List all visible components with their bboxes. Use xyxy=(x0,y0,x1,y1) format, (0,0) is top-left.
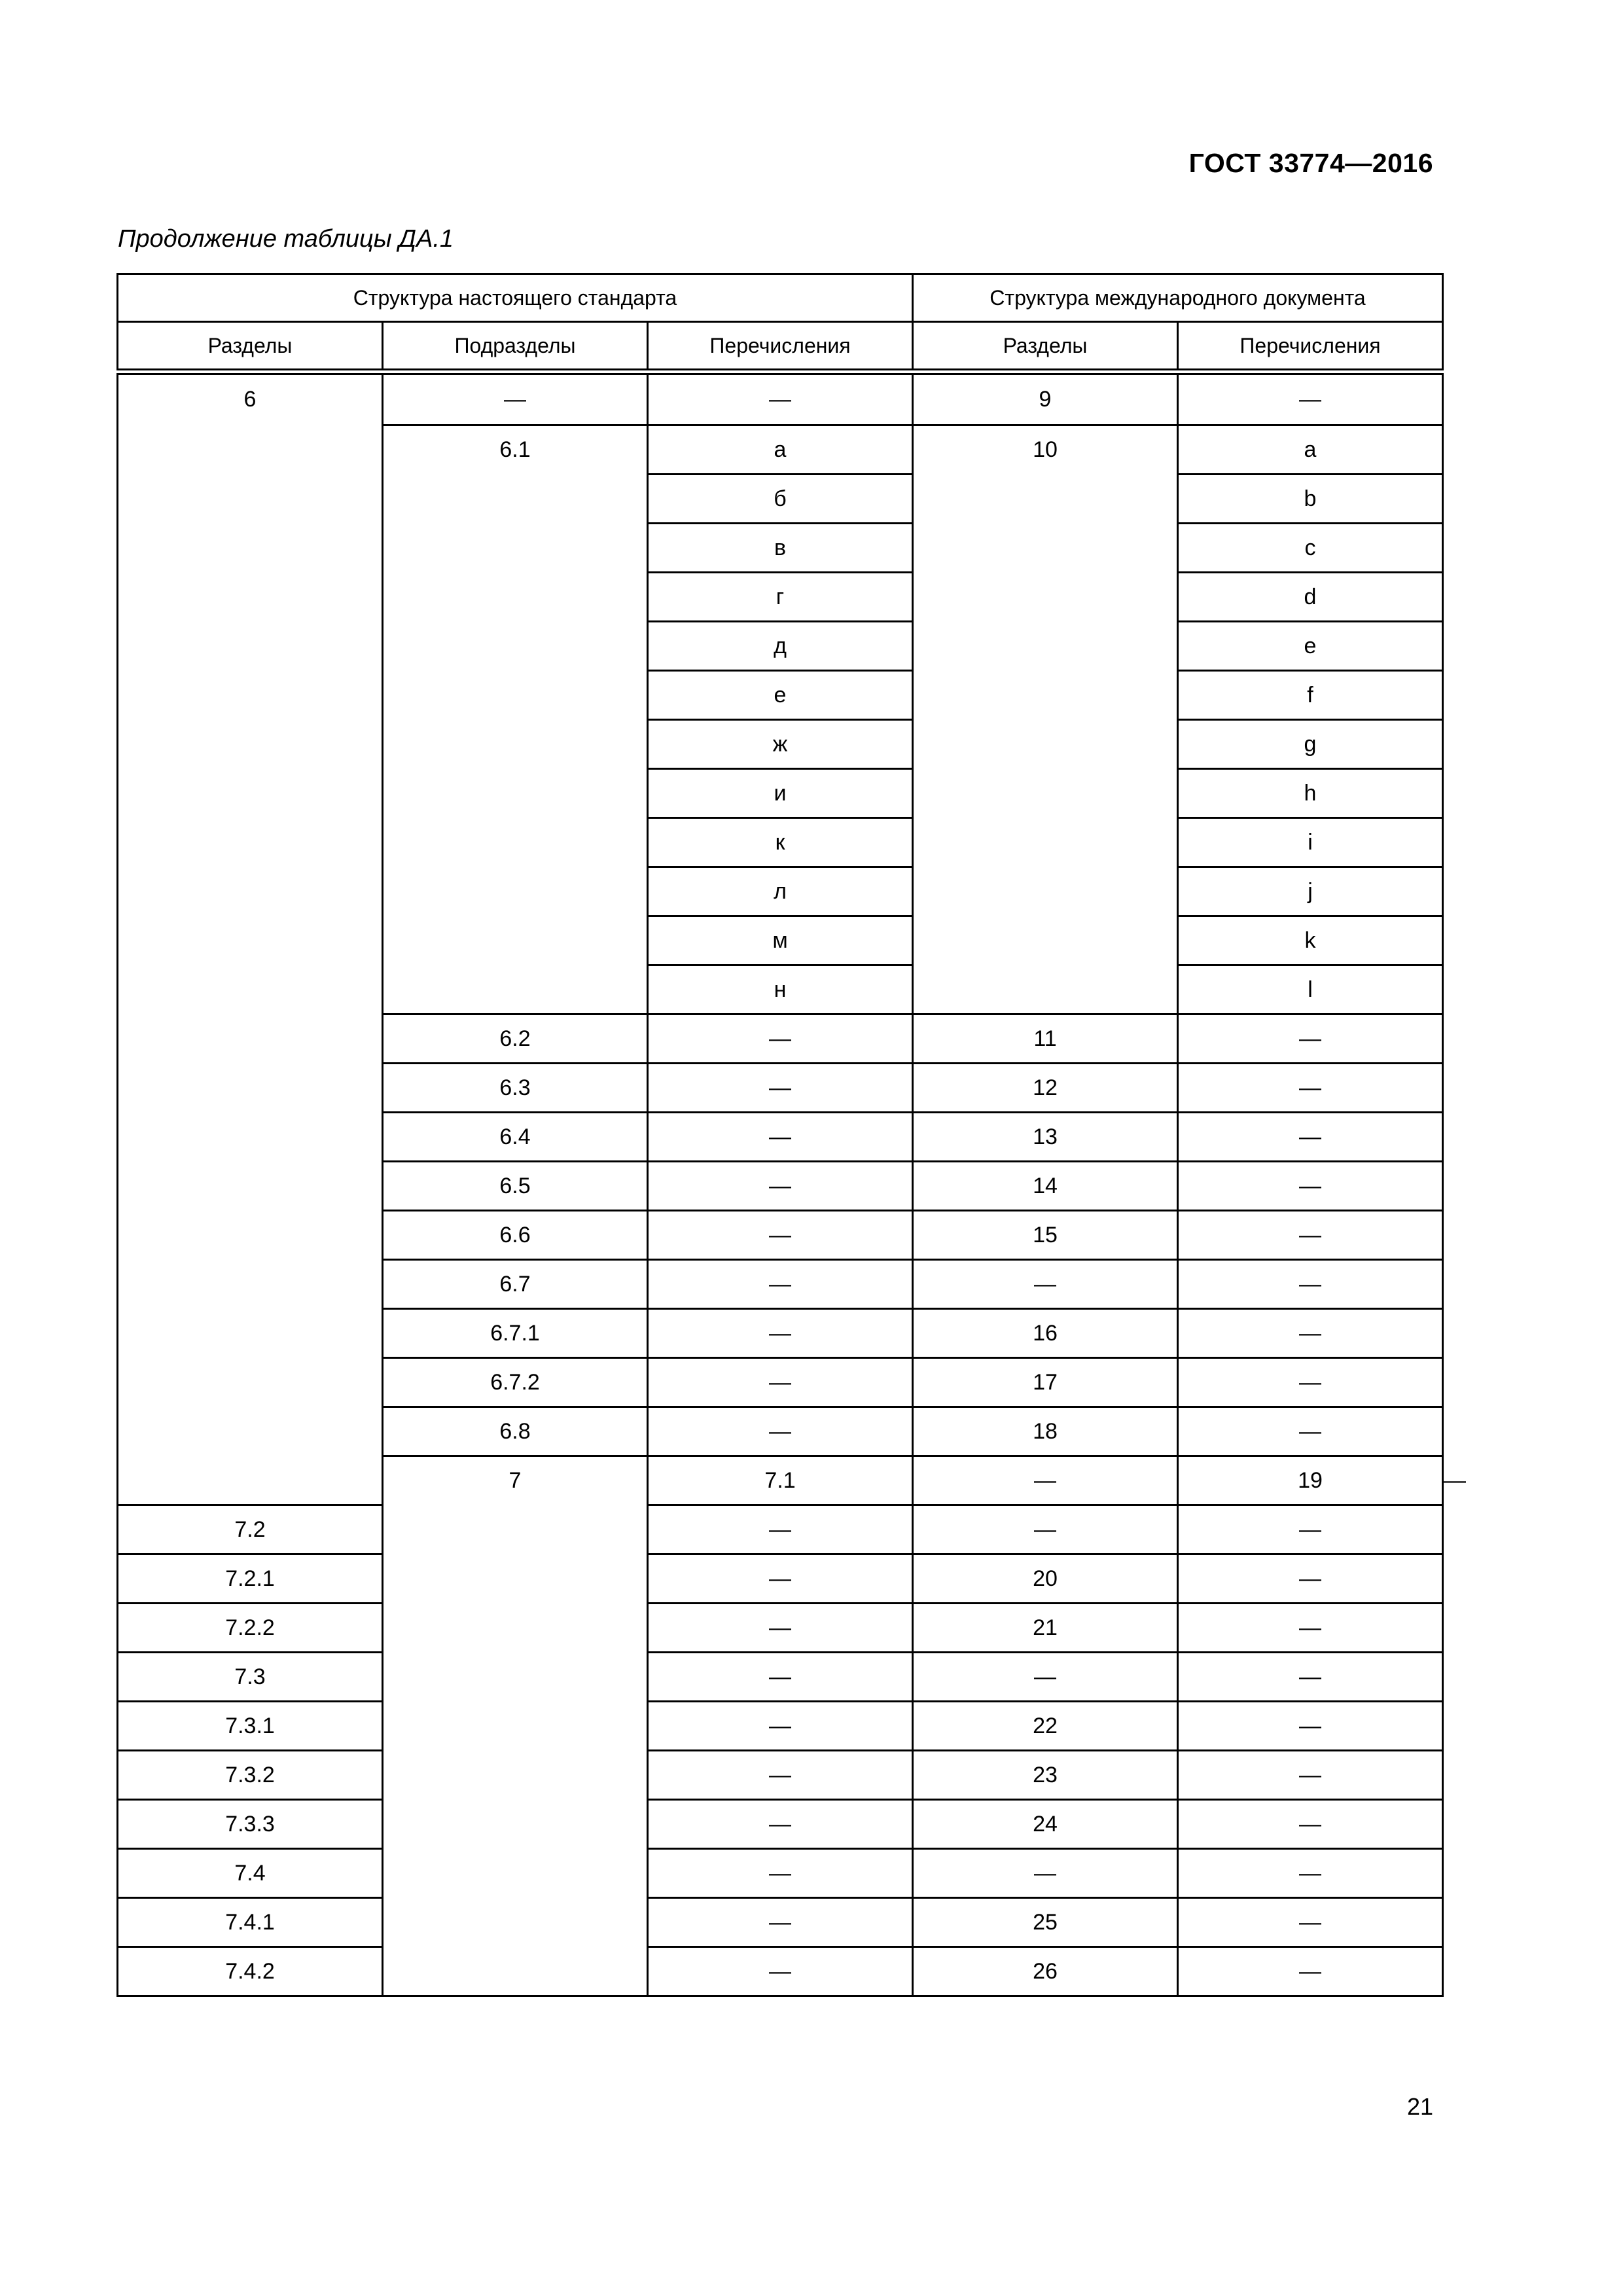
subsection-cell: 7.3.1 xyxy=(118,1702,383,1751)
intl-enum-cell: d xyxy=(1178,573,1443,622)
intl-enum-cell: — xyxy=(1178,1211,1443,1260)
enum-cell: — xyxy=(648,1162,913,1211)
table-row xyxy=(118,1554,1443,1604)
enum-cell: л xyxy=(648,867,913,916)
intl-section-cell: 16 xyxy=(913,1309,1178,1358)
group-header-row xyxy=(118,274,1443,322)
table-row xyxy=(118,1505,1443,1554)
intl-enum-cell: g xyxy=(1178,720,1443,769)
intl-enum-cell: c xyxy=(1178,524,1443,573)
subsection-cell: 6.8 xyxy=(383,1407,648,1456)
intl-section-cell: — xyxy=(913,1653,1178,1702)
table-row xyxy=(118,1947,1443,1996)
enum-cell: — xyxy=(648,1309,913,1358)
subsection-cell: 7.4.2 xyxy=(118,1947,383,1996)
subsection-cell: 7.2.1 xyxy=(118,1554,383,1604)
intl-enum-cell: e xyxy=(1178,622,1443,671)
intl-section-cell: 18 xyxy=(913,1407,1178,1456)
intl-enum-cell: — xyxy=(1178,1604,1443,1653)
column-header: Подразделы xyxy=(383,322,648,372)
subsection-cell: — xyxy=(383,372,648,425)
table-caption: Продолжение таблицы ДА.1 xyxy=(118,225,454,253)
intl-enum-cell: — xyxy=(1178,1064,1443,1113)
intl-enum-cell: — xyxy=(1178,1849,1443,1898)
enum-cell: — xyxy=(648,1653,913,1702)
subsection-cell: 6.6 xyxy=(383,1211,648,1260)
enum-cell: а xyxy=(648,425,913,475)
intl-enum-cell: — xyxy=(1178,1751,1443,1800)
table-row xyxy=(118,1898,1443,1947)
enum-cell: — xyxy=(648,1064,913,1113)
enum-cell: — xyxy=(648,1947,913,1996)
intl-section-cell: 10 xyxy=(913,425,1178,1014)
intl-section-cell: 9 xyxy=(913,372,1178,425)
subsection-cell: 7.2 xyxy=(118,1505,383,1554)
table-row xyxy=(118,1702,1443,1751)
intl-section-cell: 24 xyxy=(913,1800,1178,1849)
enum-cell: — xyxy=(648,1554,913,1604)
enum-cell: — xyxy=(648,1358,913,1407)
enum-cell: ж xyxy=(648,720,913,769)
intl-enum-cell: — xyxy=(1178,1800,1443,1849)
intl-section-cell: — xyxy=(913,1849,1178,1898)
enum-cell: — xyxy=(648,372,913,425)
enum-cell: в xyxy=(648,524,913,573)
enum-cell: м xyxy=(648,916,913,965)
intl-section-cell: 26 xyxy=(913,1947,1178,1996)
enum-cell: — xyxy=(648,1505,913,1554)
subsection-cell: 7.3.3 xyxy=(118,1800,383,1849)
subsection-cell: 6.1 xyxy=(383,425,648,1014)
enum-cell: — xyxy=(648,1849,913,1898)
table-row xyxy=(118,372,1443,425)
page-number: 21 xyxy=(1406,2093,1433,2120)
intl-section-cell: 20 xyxy=(913,1554,1178,1604)
enum-cell: б xyxy=(648,475,913,524)
structure-comparison-table xyxy=(116,273,1466,1997)
intl-section-cell: 21 xyxy=(913,1604,1178,1653)
column-header: Перечисления xyxy=(648,322,913,372)
subsection-cell: 7.4 xyxy=(118,1849,383,1898)
intl-section-cell: 11 xyxy=(913,1014,1178,1064)
intl-enum-cell: — xyxy=(1178,1358,1443,1407)
subsection-cell: 6.7.1 xyxy=(383,1309,648,1358)
intl-enum-cell: — xyxy=(1178,1947,1443,1996)
intl-enum-cell: l xyxy=(1178,965,1443,1014)
enum-cell: — xyxy=(648,1407,913,1456)
enum-cell: г xyxy=(648,573,913,622)
intl-enum-cell: — xyxy=(1178,1702,1443,1751)
intl-enum-cell: — xyxy=(1178,1505,1443,1554)
intl-section-cell: 25 xyxy=(913,1898,1178,1947)
subsection-cell: 7.1 xyxy=(648,1456,913,1505)
table-row: 7 7.1 — 19 — xyxy=(118,1456,1443,1505)
intl-enum-cell: — xyxy=(1178,1554,1443,1604)
enum-cell: — xyxy=(648,1702,913,1751)
intl-section-cell: — xyxy=(913,1505,1178,1554)
section-cell: 6 xyxy=(118,372,383,1505)
enum-cell: — xyxy=(648,1604,913,1653)
enum-cell: — xyxy=(648,1014,913,1064)
enum-cell: — xyxy=(648,1260,913,1309)
intl-enum-cell: — xyxy=(1178,1162,1443,1211)
intl-enum-cell: — xyxy=(1178,1898,1443,1947)
intl-section-cell: 15 xyxy=(913,1211,1178,1260)
intl-section-cell: 19 xyxy=(1178,1456,1443,1505)
intl-section-cell: 23 xyxy=(913,1751,1178,1800)
document-id: ГОСТ 33774—2016 xyxy=(1188,148,1433,178)
intl-enum-cell: — xyxy=(1178,1014,1443,1064)
section-cell: 7 xyxy=(383,1456,648,1996)
intl-enum-cell: — xyxy=(1178,1260,1443,1309)
subsection-cell: 6.4 xyxy=(383,1113,648,1162)
intl-enum-cell: f xyxy=(1178,671,1443,720)
subsection-cell: 6.5 xyxy=(383,1162,648,1211)
intl-enum-cell: k xyxy=(1178,916,1443,965)
intl-section-cell: 14 xyxy=(913,1162,1178,1211)
enum-cell: — xyxy=(913,1456,1178,1505)
table-row xyxy=(118,1751,1443,1800)
enum-cell: н xyxy=(648,965,913,1014)
column-header: Разделы xyxy=(913,322,1178,372)
intl-section-cell: 22 xyxy=(913,1702,1178,1751)
table-row xyxy=(118,1653,1443,1702)
column-header: Перечисления xyxy=(1178,322,1443,372)
intl-enum-cell: — xyxy=(1178,1309,1443,1358)
intl-enum-cell: i xyxy=(1178,818,1443,867)
enum-cell: — xyxy=(648,1898,913,1947)
subsection-cell: 7.4.1 xyxy=(118,1898,383,1947)
enum-cell: и xyxy=(648,769,913,818)
subsection-cell: 7.3 xyxy=(118,1653,383,1702)
intl-enum-cell: — xyxy=(1178,1407,1443,1456)
intl-enum-cell: a xyxy=(1178,425,1443,475)
intl-enum-cell: b xyxy=(1178,475,1443,524)
intl-section-cell: 12 xyxy=(913,1064,1178,1113)
table-row xyxy=(118,1800,1443,1849)
enum-cell: — xyxy=(648,1211,913,1260)
enum-cell: — xyxy=(648,1800,913,1849)
subsection-cell: 6.3 xyxy=(383,1064,648,1113)
enum-cell: е xyxy=(648,671,913,720)
enum-cell: д xyxy=(648,622,913,671)
intl-enum-cell: — xyxy=(1178,372,1443,425)
intl-enum-cell: — xyxy=(1178,1113,1443,1162)
subsection-cell: 7.3.2 xyxy=(118,1751,383,1800)
group-header-international: Структура международного документа xyxy=(913,274,1443,322)
subsection-cell: 7.2.2 xyxy=(118,1604,383,1653)
subsection-cell: 6.2 xyxy=(383,1014,648,1064)
intl-section-cell: 13 xyxy=(913,1113,1178,1162)
table-row xyxy=(118,1604,1443,1653)
intl-enum-cell: — xyxy=(1178,1653,1443,1702)
intl-section-cell: 17 xyxy=(913,1358,1178,1407)
enum-cell: к xyxy=(648,818,913,867)
column-header: Разделы xyxy=(118,322,383,372)
intl-section-cell: — xyxy=(913,1260,1178,1309)
group-header-this-standard: Структура настоящего стандарта xyxy=(118,274,913,322)
intl-enum-cell: h xyxy=(1178,769,1443,818)
subsection-cell: 6.7 xyxy=(383,1260,648,1309)
column-header-row xyxy=(118,322,1443,372)
enum-cell: — xyxy=(648,1113,913,1162)
table-row xyxy=(118,1849,1443,1898)
intl-enum-cell: j xyxy=(1178,867,1443,916)
subsection-cell: 6.7.2 xyxy=(383,1358,648,1407)
enum-cell: — xyxy=(648,1751,913,1800)
